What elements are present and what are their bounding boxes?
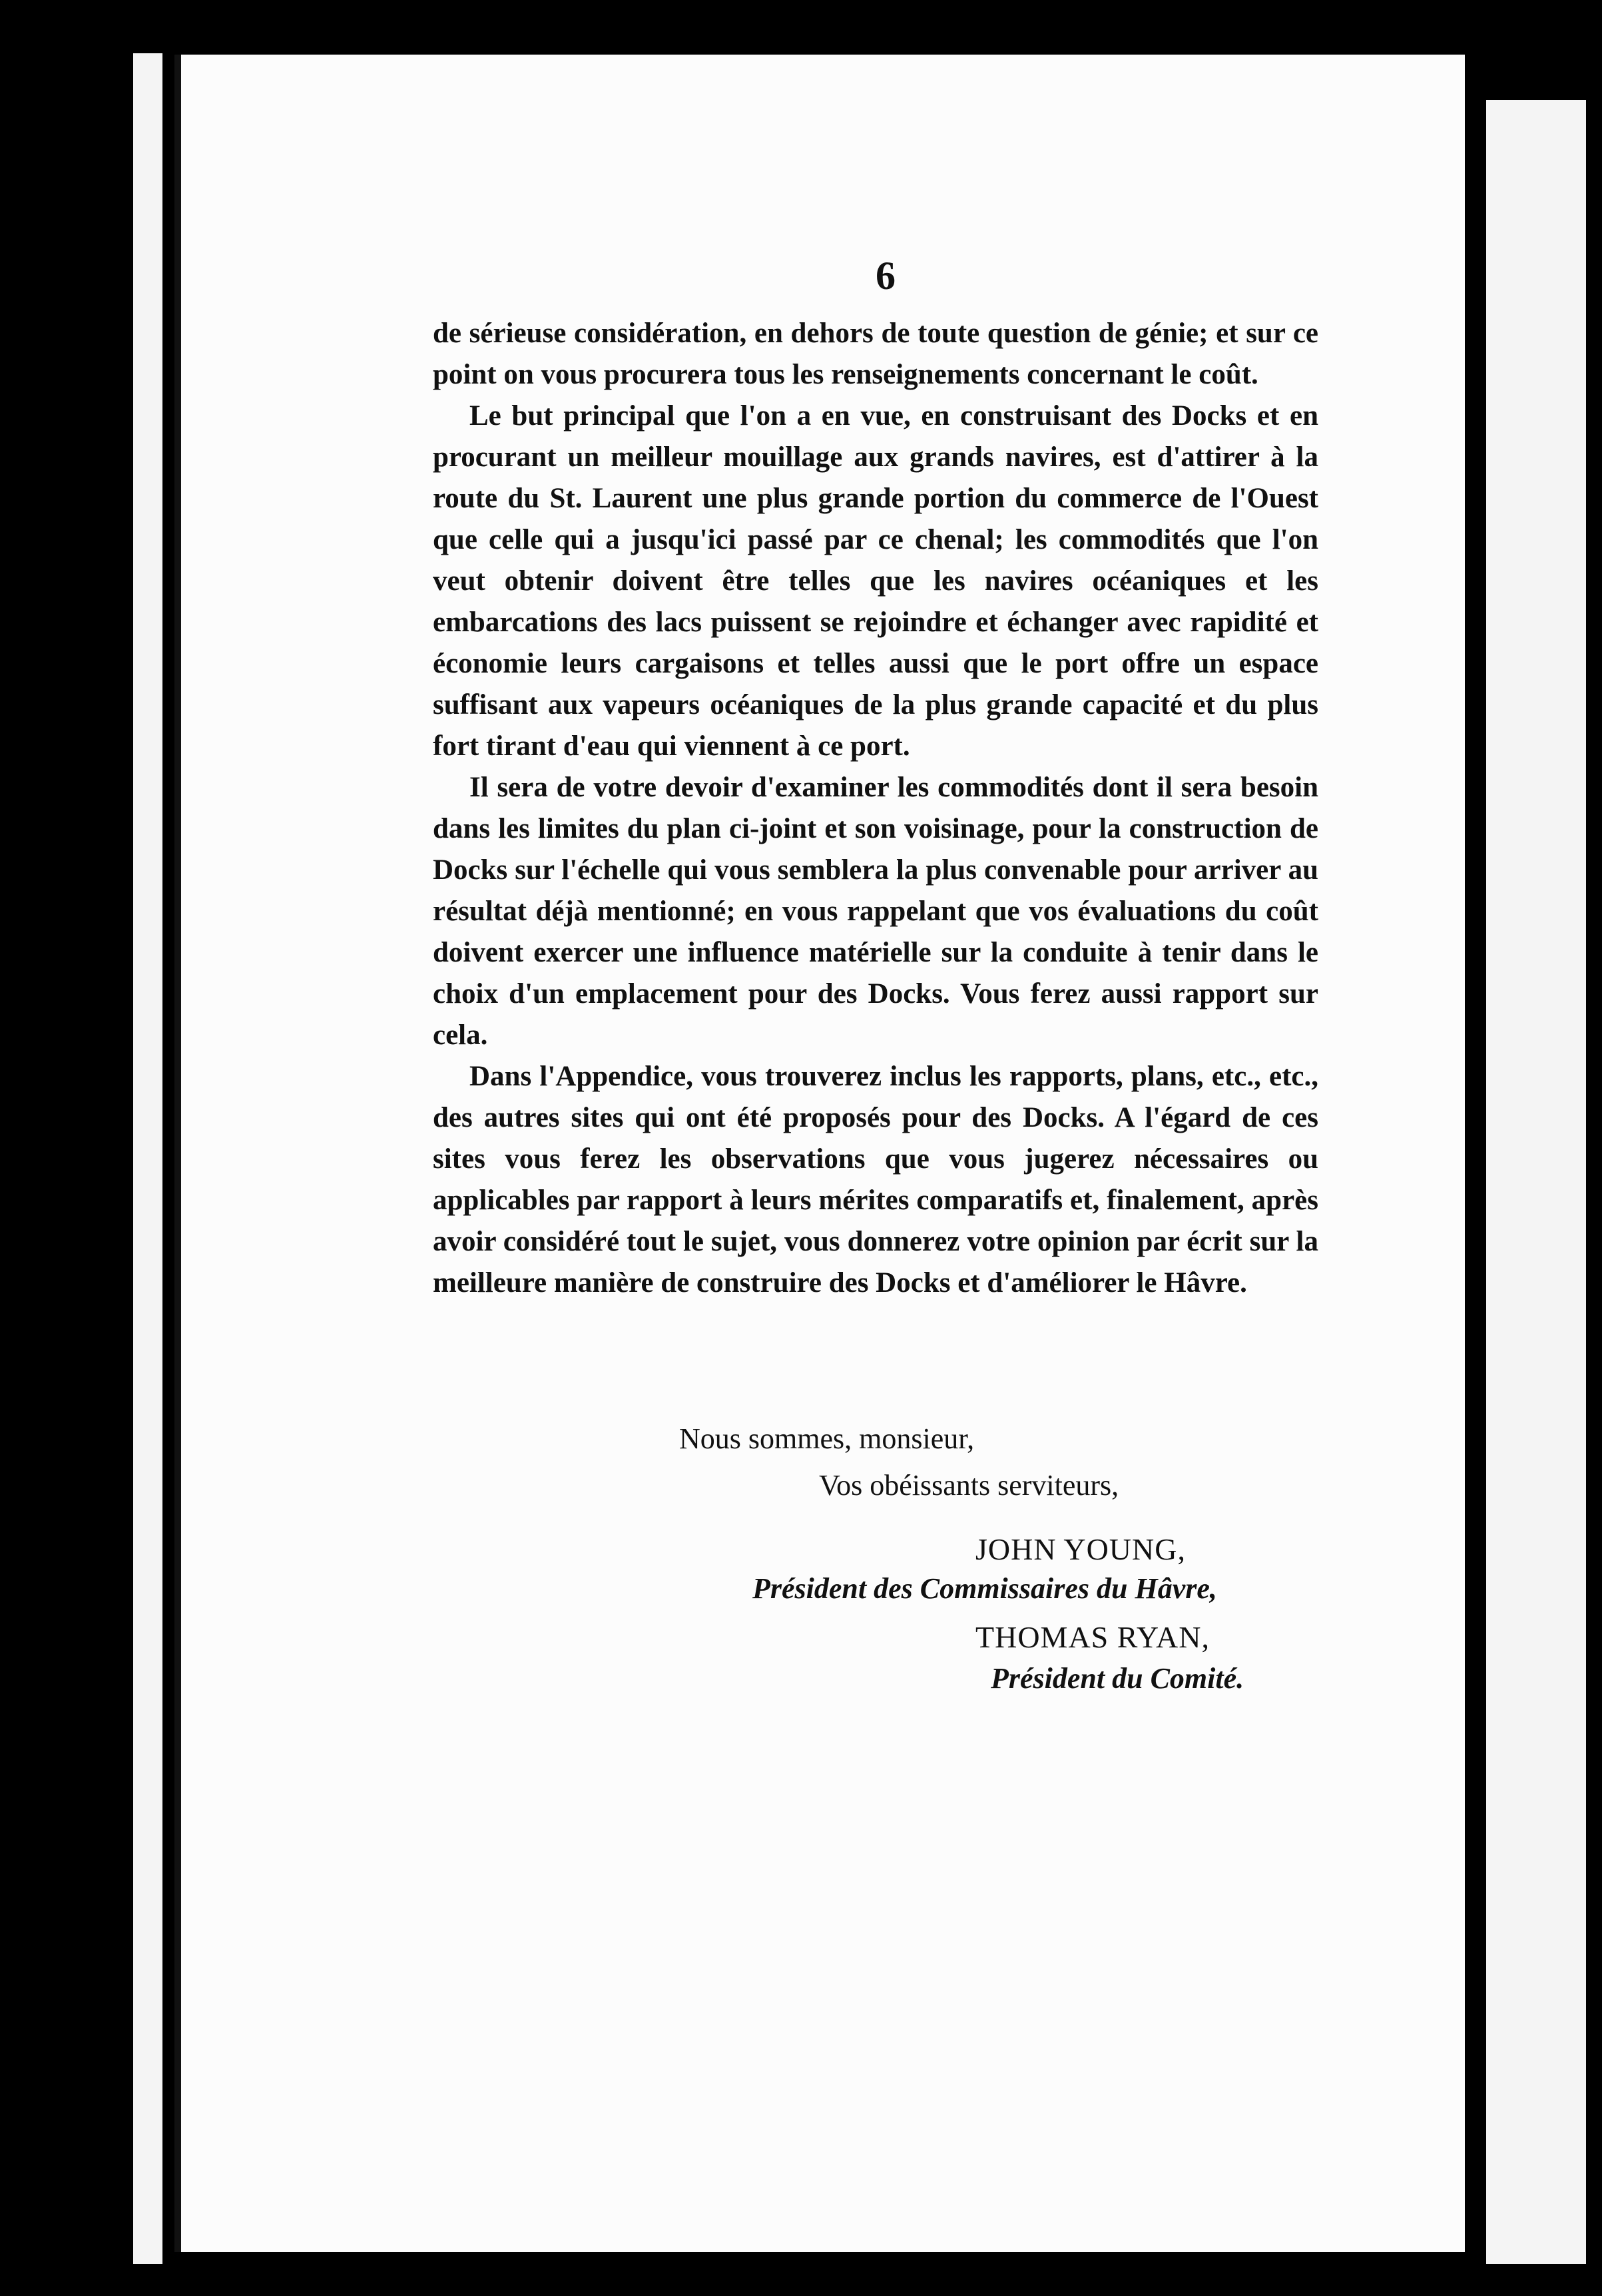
letter-body [433,313,1318,1304]
page-number: 6 [876,254,896,298]
paragraph: Dans l'Appendice, vous trouverez inclus les rapports, plans, etc., etc., des autres sites qui ont été proposés pour des Docks. A l'égard de ces sites vous ferez les observations que vous jugerez nécessaires ou applicables par rapport à leurs mérites comparatifs et, finalement, après avoir considéré tout le sujet, vous donnerez votre opinion par écrit sur la meilleure manière de construire des Docks et d'améliorer le Hâvre. [433,1061,1318,1298]
paragraph: Le but principal que l'on a en vue, en construisant des Docks et en procurant un meilleur mouillage aux grands navires, est d'attirer à la route du St. Laurent une plus grande portion du commerce de l'Ouest que celle qui a jusqu'ici passé par ce chenal; les commodités que l'on veut obtenir doivent être telles que les navires océaniques et les embarcations des lacs puissent se rejoindre et échanger avec rapidité et économie leurs cargaisons et telles aussi que le port offre un espace suffisant aux vapeurs océaniques de la plus grande capacité et du plus fort tirant d'eau qui viennent à ce port. [433,400,1318,762]
signatory-name: JOHN YOUNG, [975,1532,1186,1566]
left-page-edge [133,53,162,2264]
signatory-title: Président du Comité. [991,1662,1244,1695]
paragraph: de sérieuse considération, en dehors de toute question de génie; et sur ce point on vous procurera tous les renseignements concernant le coût. [433,318,1318,390]
signatory-title: Président des Commissaires du Hâvre, [752,1572,1217,1605]
closing-salutation: Nous sommes, monsieur, [679,1422,975,1455]
signatory-name: THOMAS RYAN, [975,1620,1210,1654]
closing-valediction: Vos obéissants serviteurs, [819,1469,1119,1502]
next-page-edge [1486,100,1586,2264]
paragraph: Il sera de votre devoir d'examiner les commodités dont il sera besoin dans les limites du plan ci-joint et son voisinage, pour la construction de Docks sur l'échelle qui vous semblera la plus convenable pour arriver au résultat déjà mentionné; en vous rappelant que vos évaluations du coût doivent exercer une influence matérielle sur la conduite à tenir dans le choix d'un emplacement pour des Docks. Vous ferez aussi rapport sur cela. [433,772,1318,1051]
